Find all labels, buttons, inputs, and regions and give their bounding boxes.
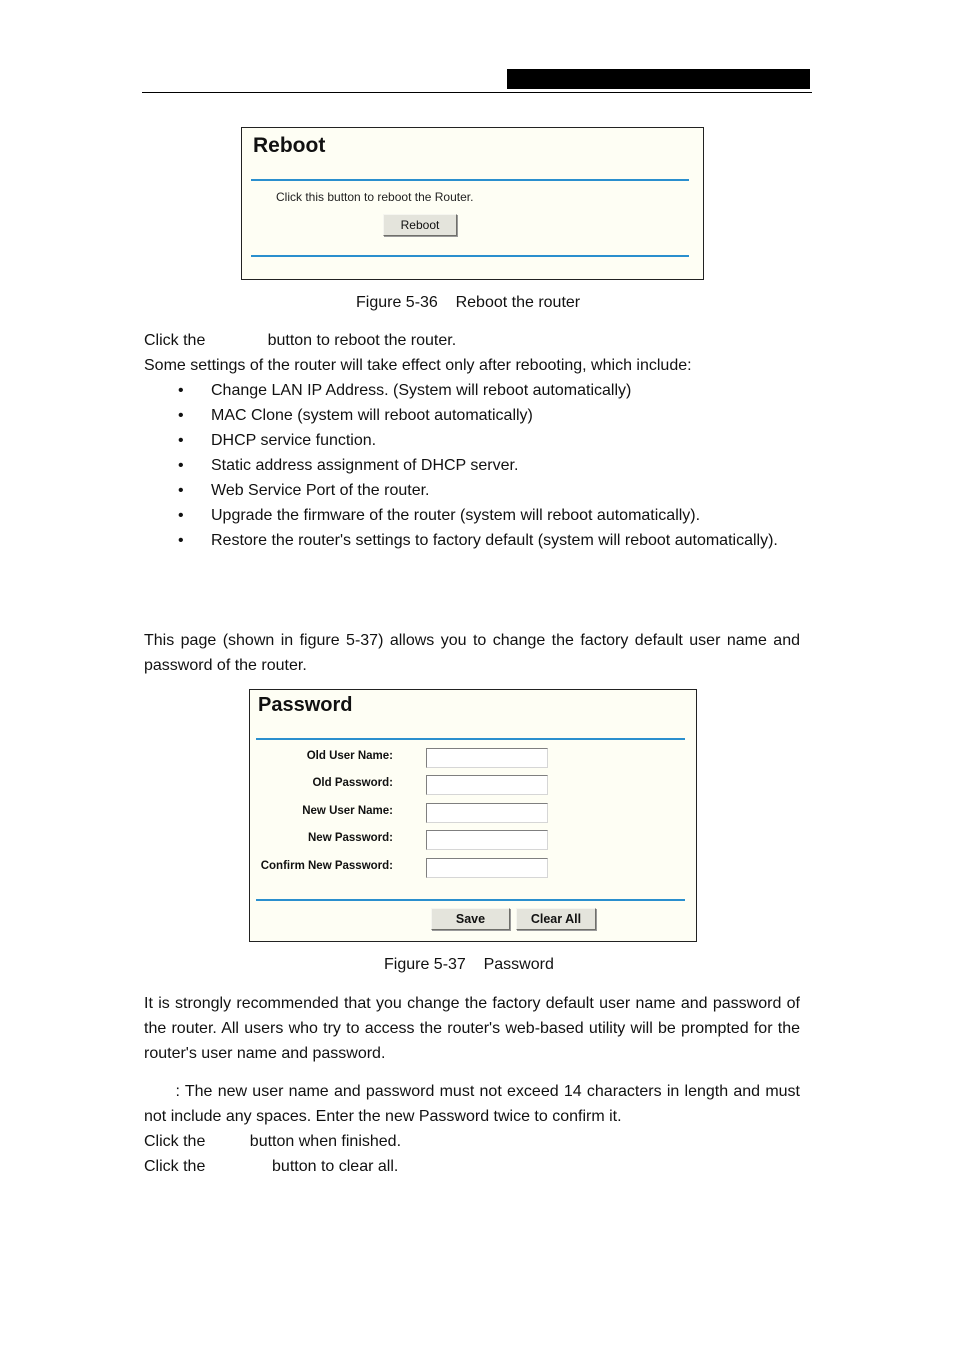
new-user-name-label: New User Name: [302, 805, 393, 817]
bullet-text: Upgrade the firmware of the router (system will reboot automatically). [211, 507, 701, 524]
list-item [144, 478, 800, 503]
bullet-text: Change LAN IP Address. (System will reboot automatically) [211, 382, 632, 399]
reboot-settings-list [144, 378, 800, 553]
bullet-text: Static address assignment of DHCP server. [211, 457, 519, 474]
bullet-glyph: • [178, 482, 184, 499]
list-item [144, 503, 800, 528]
bullet-glyph: • [178, 407, 184, 424]
password-bottom-divider [256, 899, 685, 901]
clear-all-button[interactable]: Clear All [516, 908, 596, 930]
old-password-input[interactable] [426, 775, 548, 795]
confirm-password-label: Confirm New Password: [260, 860, 393, 872]
reboot-button[interactable]: Reboot [383, 214, 457, 236]
old-user-name-input[interactable] [426, 748, 548, 768]
old-user-name-row [250, 748, 696, 769]
reboot-title: Reboot [253, 134, 326, 157]
bullet-glyph: • [178, 457, 184, 474]
header-rule [142, 92, 812, 93]
old-password-row [250, 775, 696, 796]
new-password-row [250, 830, 696, 851]
header-bar [507, 69, 810, 89]
list-item [144, 528, 800, 553]
list-item [144, 378, 800, 403]
bullet-text: DHCP service function. [211, 432, 377, 449]
recommendation-text: It is strongly recommended that you change the factory default user name and password of the router. All users who try to access the router's web-based utility will be prompted for the router's user name and password. [144, 995, 800, 1062]
list-item [144, 453, 800, 478]
note-text: : The new user name and password must not exceed 14 characters in length and must not include any spaces. Enter the new Password twice to confirm it. [144, 1083, 805, 1125]
reboot-bottom-divider [251, 255, 689, 257]
new-password-label: New Password: [308, 832, 393, 844]
bullet-glyph: • [178, 532, 184, 549]
confirm-password-row [250, 858, 696, 879]
password-top-divider [256, 738, 685, 740]
click-reboot-text: Click the button to reboot the router. [144, 332, 457, 349]
confirm-password-input[interactable] [426, 858, 548, 878]
old-password-label: Old Password: [312, 777, 393, 789]
password-figure [249, 689, 697, 942]
password-title: Password [258, 694, 353, 716]
list-item [144, 428, 800, 453]
bullet-glyph: • [178, 507, 184, 524]
click-save-text: Click the button when finished. [144, 1133, 402, 1150]
reboot-figure [241, 127, 704, 280]
figure-36-caption: Figure 5-36 Reboot the router [356, 294, 581, 311]
settings-intro: Some settings of the router will take effect only after rebooting, which include: [144, 357, 692, 374]
old-user-name-label: Old User Name: [306, 750, 393, 762]
new-user-name-input[interactable] [426, 803, 548, 823]
new-user-name-row [250, 803, 696, 824]
click-clear-text: Click the button to clear all. [144, 1158, 399, 1175]
bullet-glyph: • [178, 432, 184, 449]
reboot-hint: Click this button to reboot the Router. [276, 190, 474, 204]
reboot-top-divider [251, 179, 689, 181]
save-button[interactable]: Save [431, 908, 510, 930]
bullet-text: Restore the router's settings to factory default (system will reboot automatically). [211, 532, 778, 549]
bullet-glyph: • [178, 382, 184, 399]
list-item [144, 403, 800, 428]
new-password-input[interactable] [426, 830, 548, 850]
figure-37-caption: Figure 5-37 Password [384, 956, 554, 973]
bullet-text: MAC Clone (system will reboot automatically) [211, 407, 533, 424]
bullet-text: Web Service Port of the router. [211, 482, 430, 499]
password-intro: This page (shown in figure 5-37) allows you to change the factory default user name and password of the router. [144, 632, 800, 674]
